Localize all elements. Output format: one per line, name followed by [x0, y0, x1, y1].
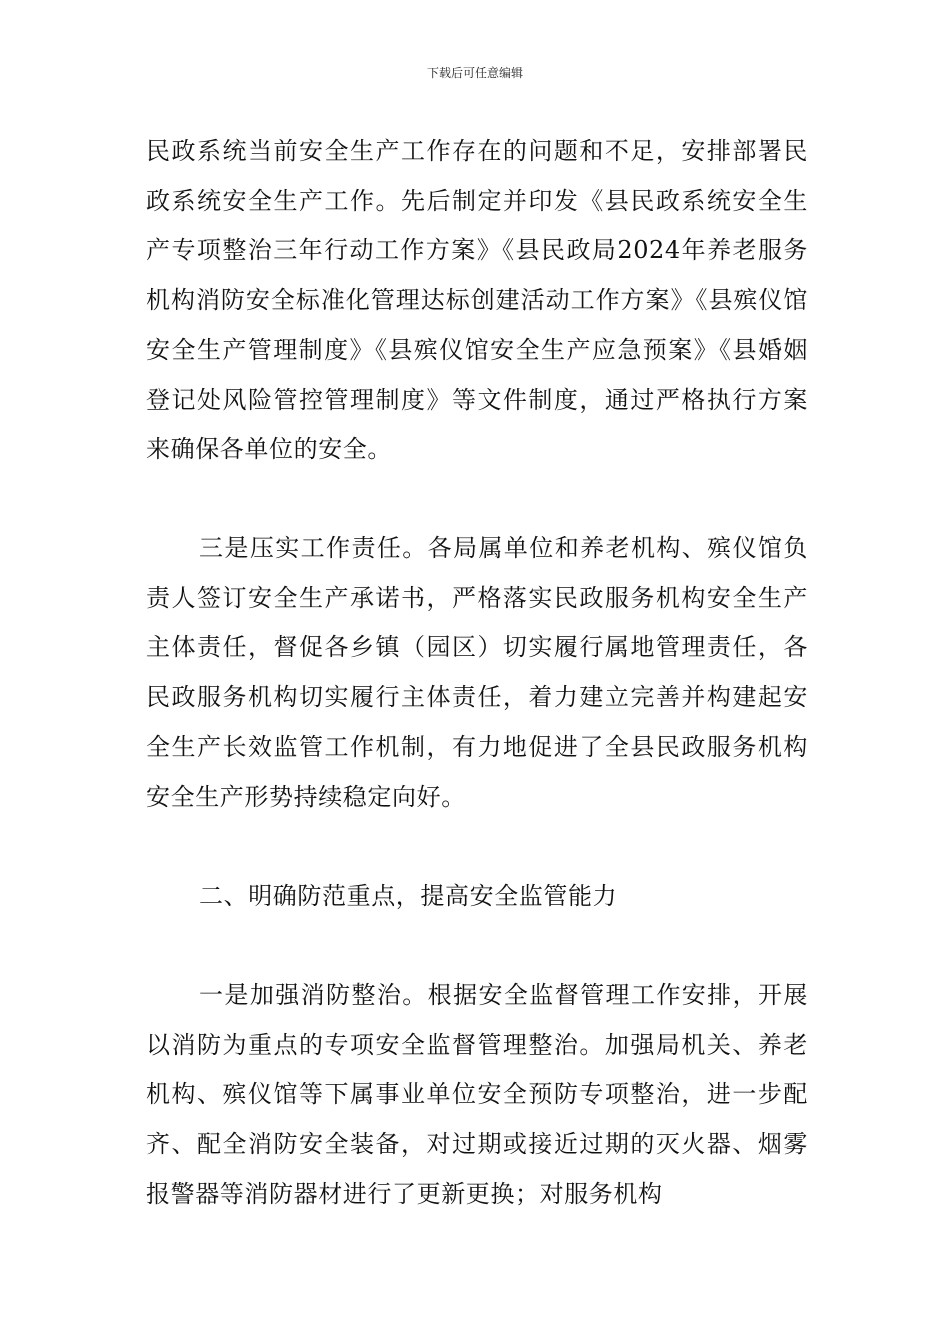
paragraph-fire-safety: 一是加强消防整治。根据安全监督管理工作安排，开展以消防为重点的专项安全监督管理整治。加强局机关、养老机构、殡仪馆等下属事业单位安全预防专项整治，进一步配齐、配全消防安全装备，对过期或接近过期的灭火器、烟雾报警器等消防器材进行了更新更换；对服务机构 — [146, 981, 808, 1208]
section-heading: 二、明确防范重点，提高安全监管能力 — [199, 882, 618, 910]
paragraph-responsibility: 三是压实工作责任。各局属单位和养老机构、殡仪馆负责人签订安全生产承诺书，严格落实民政服务机构安全生产主体责任，督促各乡镇（园区）切实履行属地管理责任，各民政服务机构切实履行主体责任，着力建立完善并构建起安全生产长效监管工作机制，有力地促进了全县民政服务机构安全生产形势持续稳定向好。 — [146, 534, 808, 811]
page-header-note: 下载后可任意编辑 — [426, 66, 523, 80]
paragraph-continued: 民政系统当前安全生产工作存在的问题和不足，安排部署民政系统安全生产工作。先后制定并印发《县民政系统安全生产专项整治三年行动工作方案》《县民政局2024年养老服务机构消防安全标准化管理达标创建活动工作方案》《县殡仪馆安全生产管理制度》《县殡仪馆安全生产应急预案》《县婚姻登记处风险管控管理制度》等文件制度，通过严格执行方案来确保各单位的安全。 — [146, 137, 808, 464]
